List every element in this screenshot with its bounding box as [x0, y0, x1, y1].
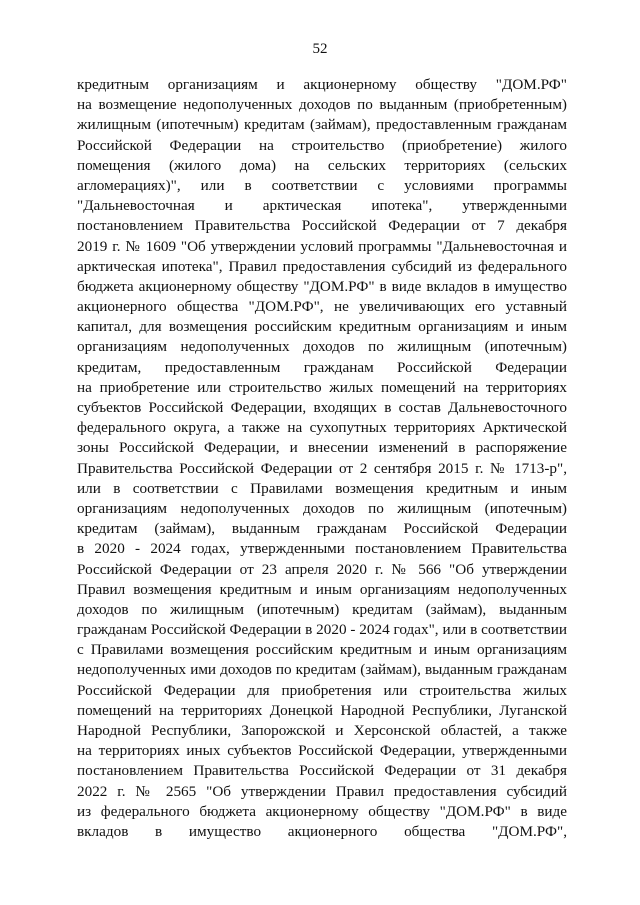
- text-line: 2019 г. № 1609 "Об утверждении условий программы "Дальневосточная и: [77, 237, 567, 255]
- text-line: на территориях иных субъектов Российской Федерации, утвержденными: [77, 742, 567, 760]
- text-line: в 2020 - 2024 годах, утвержденными постановлением Правительства: [77, 540, 567, 558]
- text-line: кредитным организациям и акционерному обществу "ДОМ.РФ": [77, 76, 567, 93]
- text-line: Российской Федерации для приобретения или строительства жилых: [77, 681, 567, 699]
- text-line: на приобретение или строительство жилых помещений на территориях: [77, 378, 567, 396]
- text-line: постановлением Правительства Российской Федерации от 7 декабря: [77, 217, 567, 235]
- text-line: 2022 г. № 2565 "Об утверждении Правил предоставления субсидий: [77, 782, 567, 800]
- text-line: Российской Федерации на строительство (приобретение) жилого: [77, 136, 567, 154]
- text-line: на возмещение недополученных доходов по выданным (приобретенным): [77, 96, 567, 114]
- text-line: субъектов Российской Федерации, входящих в состав Дальневосточного: [77, 399, 567, 416]
- text-line: кредитам (займам), выданным гражданам Российской Федерации: [77, 520, 567, 538]
- text-line: Правительства Российской Федерации от 2 сентября 2015 г. № 1713-р",: [77, 459, 567, 477]
- text-line: доходов по жилищным (ипотечным) кредитам (займам), выданным: [77, 600, 567, 618]
- text-line: арктическая ипотека", Правил предоставления субсидий из федерального: [77, 257, 567, 275]
- text-line: или в соответствии с Правилами возмещения кредитным и иным: [77, 479, 567, 497]
- text-line: Народной Республики, Запорожской и Херсонской областей, а также: [77, 722, 567, 739]
- text-line: с Правилами возмещения российским кредитным и иным организациям: [77, 641, 567, 659]
- text-line: акционерного общества "ДОМ.РФ", не увеличивающих его уставный: [77, 298, 567, 316]
- page-number: 52: [312, 41, 328, 57]
- text-line: кредитам, предоставленным гражданам Российской Федерации: [77, 358, 567, 376]
- text-line: постановлением Правительства Российской Федерации от 31 декабря: [77, 762, 567, 780]
- text-line: организациям недополученных доходов по жилищным (ипотечным): [77, 499, 567, 517]
- text-line: федерального округа, а также на сухопутных территориях Арктической: [77, 419, 567, 437]
- text-line: организациям недополученных доходов по жилищным (ипотечным): [77, 338, 567, 356]
- text-line: вкладов в имущество акционерного общества "ДОМ.РФ",: [77, 822, 567, 840]
- text-line: Российской Федерации от 23 апреля 2020 г. № 566 "Об утверждении: [77, 560, 567, 578]
- text-line: агломерациях)", или в соответствии с условиями программы: [77, 176, 567, 194]
- text-line: жилищным (ипотечным) кредитам (займам), предоставленным гражданам: [77, 116, 567, 134]
- text-line: из федерального бюджета акционерному обществу "ДОМ.РФ" в виде: [77, 802, 567, 820]
- body-text: [77, 75, 567, 842]
- text-line: помещения (жилого дома) на сельских территориях (сельских: [77, 156, 567, 174]
- text-line: недополученных ими доходов по кредитам (займам), выданным гражданам: [77, 661, 567, 679]
- text-line: зоны Российской Федерации, и внесении изменений в распоряжение: [77, 439, 567, 457]
- text-line: Правил возмещения кредитным и иным организациям недополученных: [77, 580, 567, 598]
- text-line: капитал, для возмещения российским кредитным организациям и иным: [77, 318, 567, 336]
- text-line: помещений на территориях Донецкой Народной Республики, Луганской: [77, 701, 567, 719]
- text-line: гражданам Российской Федерации в 2020 - 2024 годах", или в соответствии: [77, 621, 567, 639]
- text-line: "Дальневосточная и арктическая ипотека", утвержденными: [77, 197, 567, 215]
- text-line: бюджета акционерному обществу "ДОМ.РФ" в виде вкладов в имущество: [77, 277, 567, 295]
